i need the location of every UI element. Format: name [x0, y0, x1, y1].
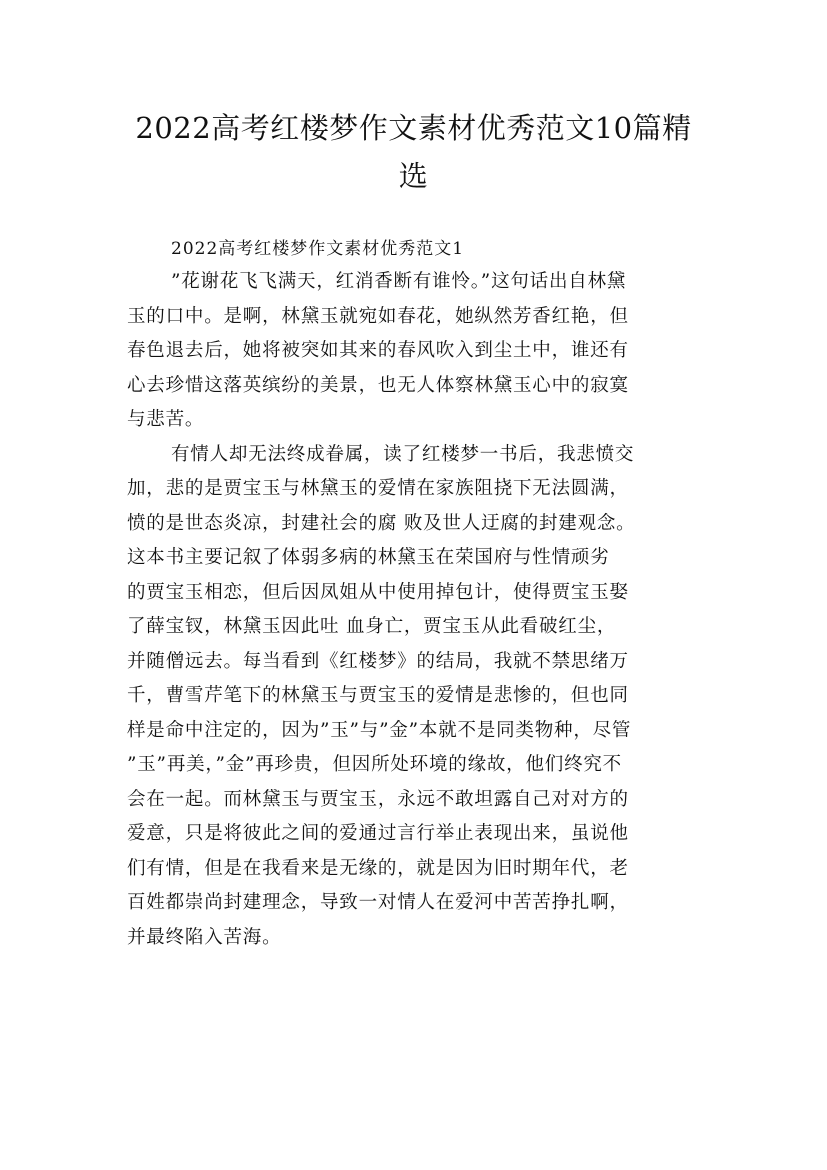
paragraph-2 — [127, 438, 707, 956]
paragraph-line: 玉的口中。是啊，林黛玉就宛如春花，她纵然芳香红艳，但 — [127, 305, 629, 327]
paragraph-line: 愤的是世态炎凉，封建社会的腐 败及世人迂腐的封建观念。 — [127, 512, 636, 534]
paragraph-line: 这本书主要记叙了体弱多病的林黛玉在荣国府与性情顽劣 — [127, 547, 610, 568]
paragraph-line: 有情人却无法终成眷属，读了红楼梦一书后，我悲愤交 — [171, 443, 635, 465]
paragraph-line: 与悲苦。 — [127, 409, 205, 430]
paragraph-line: 并随僧远去。每当看到《红楼梦》的结局，我就不禁思绪万 — [127, 650, 629, 672]
document-title — [110, 104, 717, 200]
document-title-line-1: 2022高考红楼梦作文素材优秀范文10篇精 — [135, 111, 692, 145]
paragraph-line: 千，曹雪芹笔下的林黛玉与贾宝玉的爱情是悲惨的，但也同 — [127, 685, 629, 706]
document-title-line-2: 选 — [398, 159, 429, 193]
paragraph-line: 爱意，只是将彼此之间的爱通过言行举止表现出来，虽说他 — [127, 823, 629, 844]
paragraph-line: ”花谢花飞飞满天，红消香断有谁怜。”这句话出自林黛 — [171, 271, 627, 292]
section-heading: 2022高考红楼梦作文素材优秀范文1 — [171, 239, 465, 259]
paragraph-line: 并最终陷入苦海。 — [127, 926, 282, 948]
paragraph-line: 的贾宝玉相恋，但后因凤姐从中使用掉包计，使得贾宝玉娶 — [127, 581, 629, 603]
paragraph-line: 百姓都崇尚封建理念，导致一对情人在爱河中苦苦挣扎啊， — [127, 892, 629, 913]
paragraph-line: 加，悲的是贾宝玉与林黛玉的爱情在家族阻挠下无法圆满， — [127, 478, 629, 499]
paragraph-line: 心去珍惜这落英缤纷的美景，也无人体察林黛玉心中的寂寞 — [127, 374, 629, 396]
paragraph-line: 了薛宝钗，林黛玉因此吐 血身亡，贾宝玉从此看破红尘， — [127, 616, 617, 637]
paragraph-line: ”玉”再美，”金”再珍贵，但因所处环境的缘故，他们终究不 — [127, 754, 622, 775]
paragraph-line: 春色退去后，她将被突如其来的春风吹入到尘土中，谁还有 — [127, 340, 629, 361]
paragraph-line: 会在一起。而林黛玉与贾宝玉，永远不敢坦露自己对对方的 — [127, 788, 629, 810]
paragraph-line: 样是命中注定的，因为”玉”与”金”本就不是同类物种，尽管 — [127, 719, 632, 741]
paragraph-1 — [127, 265, 707, 438]
paragraph-line: 们有情，但是在我看来是无缘的，就是因为旧时期年代，老 — [127, 857, 629, 879]
document-body — [127, 236, 707, 955]
